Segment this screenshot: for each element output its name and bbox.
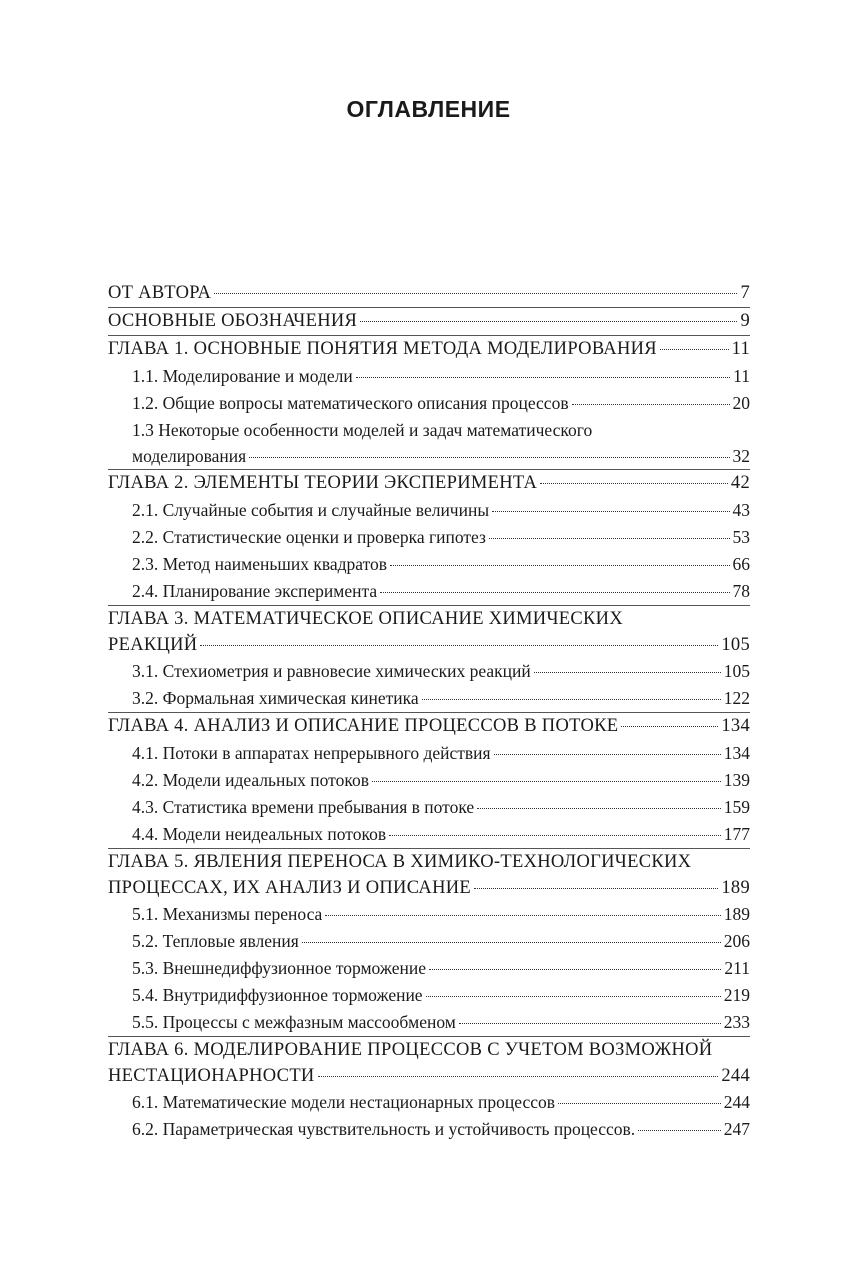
toc-entry-title: 5.2. Тепловые явления: [132, 931, 299, 951]
toc-page-number: 159: [723, 797, 750, 817]
toc-chapter-entry[interactable]: [108, 469, 750, 497]
toc-entry-title: 3.2. Формальная химическая кинетика: [132, 688, 419, 708]
toc-page-number: 105: [721, 635, 750, 655]
page-title: ОГЛАВЛЕНИЕ: [346, 96, 511, 122]
toc-entry-title: 3.1. Стехиометрия и равновесие химических реакций: [132, 661, 531, 681]
dot-leader: [638, 1130, 721, 1131]
dot-leader: [494, 754, 721, 755]
toc-page-number: 244: [721, 1066, 750, 1086]
dot-leader: [534, 672, 721, 673]
toc-entry-title: ГЛАВА 1. ОСНОВНЫЕ ПОНЯТИЯ МЕТОДА МОДЕЛИРОВАНИЯ: [108, 339, 657, 359]
toc-page-number: 9: [740, 311, 750, 331]
toc-page-number: 177: [723, 824, 750, 844]
toc-section-entry[interactable]: [108, 767, 750, 794]
toc-entry-title: 2.4. Планирование эксперимента: [132, 581, 378, 601]
toc-entry-title: ГЛАВА 3. МАТЕМАТИЧЕСКОЕ ОПИСАНИЕ ХИМИЧЕСКИХ: [108, 609, 623, 629]
dot-leader: [325, 915, 720, 916]
toc-entry-title: ГЛАВА 2. ЭЛЕМЕНТЫ ТЕОРИИ ЭКСПЕРИМЕНТА: [108, 473, 538, 493]
toc-chapter-entry[interactable]: [108, 1036, 750, 1089]
toc-section-entry[interactable]: [108, 390, 750, 417]
toc-page-number: 105: [723, 661, 750, 681]
toc-page-number: 53: [732, 527, 750, 547]
toc-entry-title-cont: моделирования: [132, 446, 247, 466]
toc-chapter-entry[interactable]: [108, 712, 750, 740]
dot-leader: [572, 404, 730, 405]
toc-page-number: 7: [740, 283, 750, 303]
toc-entry-title: ОСНОВНЫЕ ОБОЗНАЧЕНИЯ: [108, 311, 358, 331]
toc-entry-title: ГЛАВА 4. АНАЛИЗ И ОПИСАНИЕ ПРОЦЕССОВ В ПОТОКЕ: [108, 716, 619, 736]
toc-section-entry[interactable]: [108, 578, 750, 605]
toc-entry-title: 6.2. Параметрическая чувствительность и устойчивость процессов.: [132, 1119, 636, 1139]
toc-entry-title: ГЛАВА 5. ЯВЛЕНИЯ ПЕРЕНОСА В ХИМИКО-ТЕХНОЛОГИЧЕСКИХ: [108, 852, 692, 872]
toc-page-number: 189: [723, 904, 750, 924]
toc-section-entry[interactable]: [108, 417, 750, 469]
toc-entry-title: 4.2. Модели идеальных потоков: [132, 770, 369, 790]
toc-chapter-entry[interactable]: [108, 280, 750, 307]
toc-entry-title: 5.5. Процессы с межфазным массообменом: [132, 1012, 456, 1032]
toc-page-number: 134: [721, 716, 750, 736]
dot-leader: [492, 511, 729, 512]
toc-page-number: 11: [733, 366, 750, 386]
toc-section-entry[interactable]: [108, 551, 750, 578]
toc-section-entry[interactable]: [108, 497, 750, 524]
toc-entry-title: 2.2. Статистические оценки и проверка гипотез: [132, 527, 486, 547]
toc-page-number: 219: [723, 985, 750, 1005]
toc-page-number: 211: [724, 958, 750, 978]
toc-entry-title: 1.1. Моделирование и модели: [132, 366, 353, 386]
toc-entry-title: 1.3 Некоторые особенности моделей и задач математического: [132, 420, 593, 440]
dot-leader: [540, 483, 728, 484]
toc-section-entry[interactable]: [108, 955, 750, 982]
dot-leader: [426, 996, 721, 997]
dot-leader: [474, 888, 718, 889]
toc-section-entry[interactable]: [108, 1009, 750, 1036]
toc-entry-title: 1.2. Общие вопросы математического описания процессов: [132, 393, 569, 413]
toc-entry-title: 4.3. Статистика времени пребывания в потоке: [132, 797, 475, 817]
toc-section-entry[interactable]: [108, 982, 750, 1009]
dot-leader: [558, 1103, 721, 1104]
toc-section-entry[interactable]: [108, 658, 750, 685]
dot-leader: [390, 565, 729, 566]
dot-leader: [200, 645, 718, 646]
toc-page-number: 32: [732, 446, 750, 466]
toc-entry-title: 4.4. Модели неидеальных потоков: [132, 824, 387, 844]
toc-page-number: 189: [721, 878, 750, 898]
toc-page-number: 233: [723, 1012, 750, 1032]
toc-entry-title: ГЛАВА 6. МОДЕЛИРОВАНИЕ ПРОЦЕССОВ С УЧЕТОМ ВОЗМОЖНОЙ: [108, 1040, 713, 1060]
toc-section-entry[interactable]: [108, 1116, 750, 1143]
toc-section-entry[interactable]: [108, 685, 750, 712]
table-of-contents: [108, 280, 750, 1143]
toc-page-number: 43: [732, 500, 750, 520]
toc-entry-title: ОТ АВТОРА: [108, 283, 212, 303]
toc-chapter-entry[interactable]: [108, 848, 750, 901]
toc-page-number: 244: [723, 1092, 750, 1112]
toc-page-number: 206: [723, 931, 750, 951]
toc-section-entry[interactable]: [108, 740, 750, 767]
toc-entry-title-cont: НЕСТАЦИОНАРНОСТИ: [108, 1066, 315, 1086]
dot-leader: [372, 781, 721, 782]
toc-entry-title: 5.4. Внутридиффузионное торможение: [132, 985, 423, 1005]
toc-page-number: 122: [723, 688, 750, 708]
toc-entry-title: 2.1. Случайные события и случайные величины: [132, 500, 490, 520]
toc-page-number: 134: [723, 743, 750, 763]
dot-leader: [477, 808, 721, 809]
toc-section-entry[interactable]: [108, 794, 750, 821]
toc-page-number: 66: [732, 554, 750, 574]
toc-entry-title: 5.3. Внешнедиффузионное торможение: [132, 958, 426, 978]
dot-leader: [389, 835, 721, 836]
dot-leader: [302, 942, 721, 943]
toc-entry-title: 2.3. Метод наименьших квадратов: [132, 554, 388, 574]
toc-entry-title: 5.1. Механизмы переноса: [132, 904, 323, 924]
dot-leader: [214, 293, 737, 294]
dot-leader: [621, 726, 718, 727]
toc-page-number: 139: [723, 770, 750, 790]
dot-leader: [422, 699, 721, 700]
toc-page-number: 247: [723, 1119, 750, 1139]
toc-page-number: 11: [731, 339, 750, 359]
toc-entry-title-cont: РЕАКЦИЙ: [108, 635, 198, 655]
toc-section-entry[interactable]: [108, 901, 750, 928]
dot-leader: [429, 969, 721, 970]
toc-entry-title: 4.1. Потоки в аппаратах непрерывного действия: [132, 743, 491, 763]
dot-leader: [380, 592, 729, 593]
toc-section-entry[interactable]: [108, 821, 750, 848]
dot-leader: [360, 321, 737, 322]
toc-chapter-entry[interactable]: [108, 605, 750, 658]
toc-page-number: 78: [732, 581, 750, 601]
toc-entry-title-cont: ПРОЦЕССАХ, ИХ АНАЛИЗ И ОПИСАНИЕ: [108, 878, 472, 898]
dot-leader: [660, 349, 729, 350]
toc-entry-title: 6.1. Математические модели нестационарных процессов: [132, 1092, 555, 1112]
toc-section-entry[interactable]: [108, 1089, 750, 1116]
dot-leader: [459, 1023, 721, 1024]
dot-leader: [318, 1076, 719, 1077]
dot-leader: [249, 457, 729, 458]
toc-chapter-entry[interactable]: [108, 307, 750, 335]
toc-section-entry[interactable]: [108, 524, 750, 551]
toc-section-entry[interactable]: [108, 363, 750, 390]
toc-page-number: 42: [730, 473, 750, 493]
dot-leader: [489, 538, 730, 539]
toc-chapter-entry[interactable]: [108, 335, 750, 363]
toc-section-entry[interactable]: [108, 928, 750, 955]
dot-leader: [356, 377, 730, 378]
toc-page-number: 20: [732, 393, 750, 413]
